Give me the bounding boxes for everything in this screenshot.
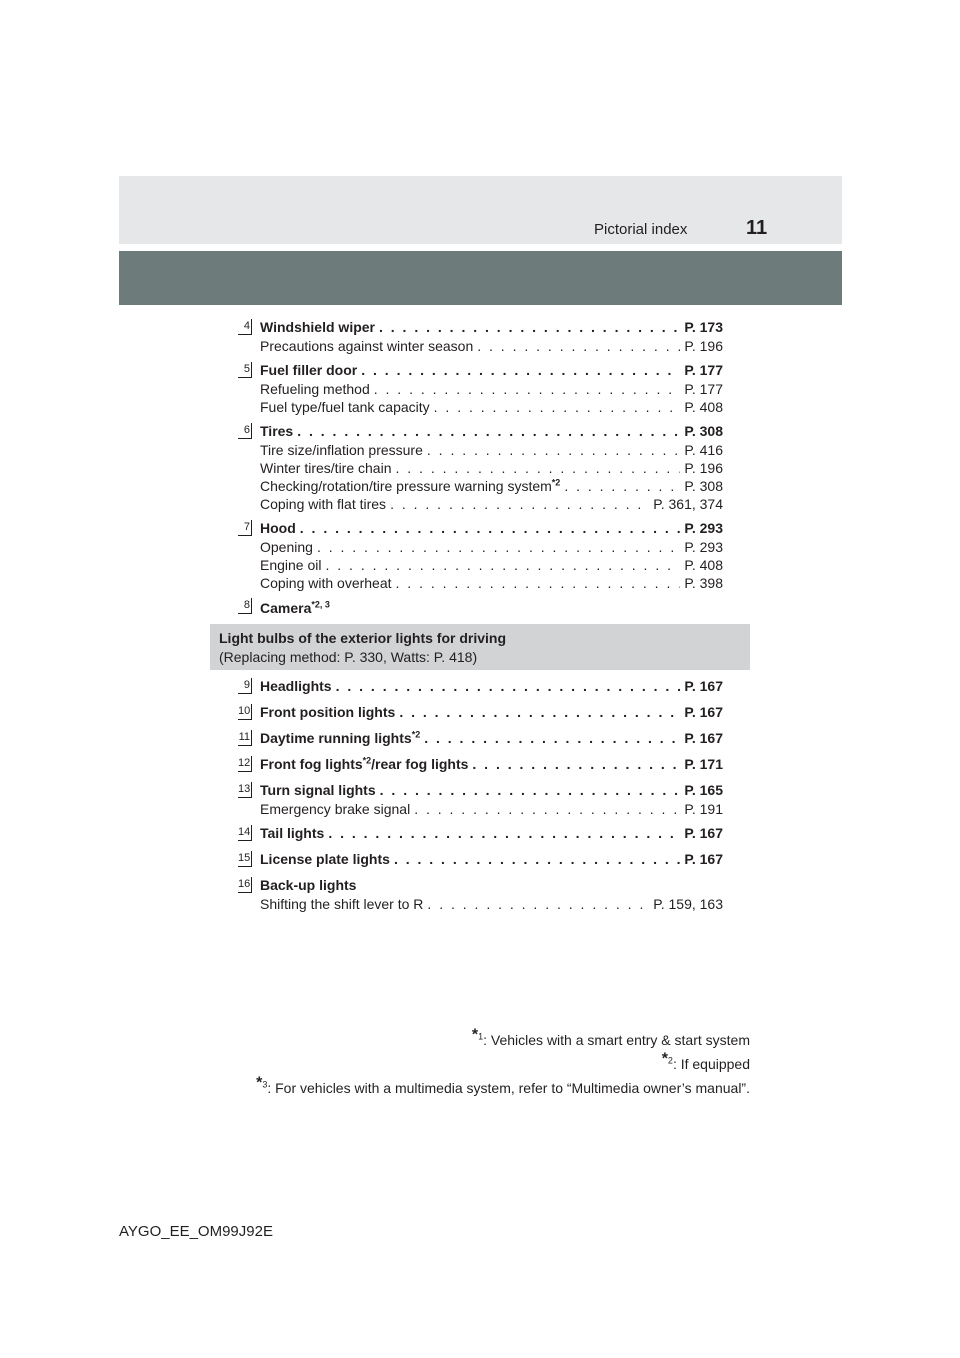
item-number-badge: 16 — [238, 877, 252, 893]
entry-line: Hood . . . P. 293 — [260, 520, 723, 538]
item-number-badge: 14 — [238, 825, 252, 841]
footnote-3: *$^3$: For vehicles with a multimedia system, refer to “Multimedia owner’s manual”. — [256, 1074, 750, 1096]
entry-line: Back-up lights — [260, 877, 357, 893]
sub-entry-line: Opening . . . P. 293 — [260, 539, 723, 557]
entry-line: Tires . . . P. 308 — [260, 423, 723, 441]
item-number-badge: 8 — [238, 598, 252, 614]
section-title: Pictorial index — [594, 221, 688, 238]
header-band — [119, 251, 842, 305]
sub-entry-line: Precautions against winter season . . . P. 196 — [260, 338, 723, 356]
item-number-badge: 12 — [238, 756, 252, 772]
item-number-badge: 5 — [238, 362, 252, 378]
light-bulbs-subtitle: (Replacing method: P. 330, Watts: P. 418) — [219, 649, 478, 665]
entry-line: Camera$^{*2, 3}$ — [260, 600, 330, 616]
item-number-badge: 6 — [238, 423, 252, 439]
entry-line: License plate lights . . . P. 167 — [260, 851, 723, 869]
footnote-1: *$^1$: Vehicles with a smart entry & start system — [471, 1026, 750, 1048]
item-number-badge: 10 — [238, 704, 252, 720]
entry-line: Tail lights . . . P. 167 — [260, 825, 723, 843]
sub-entry-line: Coping with overheat . . . P. 398 — [260, 575, 723, 593]
item-number-badge: 7 — [238, 520, 252, 536]
sub-entry-line: Checking/rotation/tire pressure warning system$^{*2}$ . . . P. 308 — [260, 478, 723, 496]
sub-entry-line: Fuel type/fuel tank capacity . . . P. 408 — [260, 399, 723, 417]
sub-entry-line: Refueling method . . . P. 177 — [260, 381, 723, 399]
entry-line: Headlights . . . P. 167 — [260, 678, 723, 696]
item-number-badge: 4 — [238, 319, 252, 335]
footnote-2: *$^2$: If equipped — [661, 1050, 750, 1072]
entry-line: Turn signal lights . . . P. 165 — [260, 782, 723, 800]
entry-line: Fuel filler door . . . P. 177 — [260, 362, 723, 380]
sub-entry-line: Engine oil . . . P. 408 — [260, 557, 723, 575]
sub-entry-line: Coping with flat tires . . . P. 361, 374 — [260, 496, 723, 514]
item-number-badge: 13 — [238, 782, 252, 798]
page-number: 11 — [746, 217, 768, 239]
document-code: AYGO_EE_OM99J92E — [119, 1223, 273, 1240]
entry-line: Front position lights . . . P. 167 — [260, 704, 723, 722]
item-number-badge: 15 — [238, 851, 252, 867]
sub-entry-line: Winter tires/tire chain . . . P. 196 — [260, 460, 723, 478]
entry-line: Daytime running lights$^{*2}$ . . . P. 167 — [260, 730, 723, 748]
sub-entry-line: Emergency brake signal . . . P. 191 — [260, 801, 723, 819]
entry-line: Front fog lights$^{*2}$/rear fog lights . . . P. 171 — [260, 756, 723, 774]
entry-line: Windshield wiper . . . P. 173 — [260, 319, 723, 337]
light-bulbs-title: Light bulbs of the exterior lights for driving — [219, 630, 506, 646]
header-bar — [119, 176, 842, 244]
sub-entry-line: Tire size/inflation pressure . . . P. 416 — [260, 442, 723, 460]
light-bulbs-heading-box — [210, 624, 750, 670]
item-number-badge: 11 — [238, 730, 252, 746]
sub-entry-line: Shifting the shift lever to R . . . P. 159, 163 — [260, 896, 723, 914]
item-number-badge: 9 — [238, 678, 252, 694]
